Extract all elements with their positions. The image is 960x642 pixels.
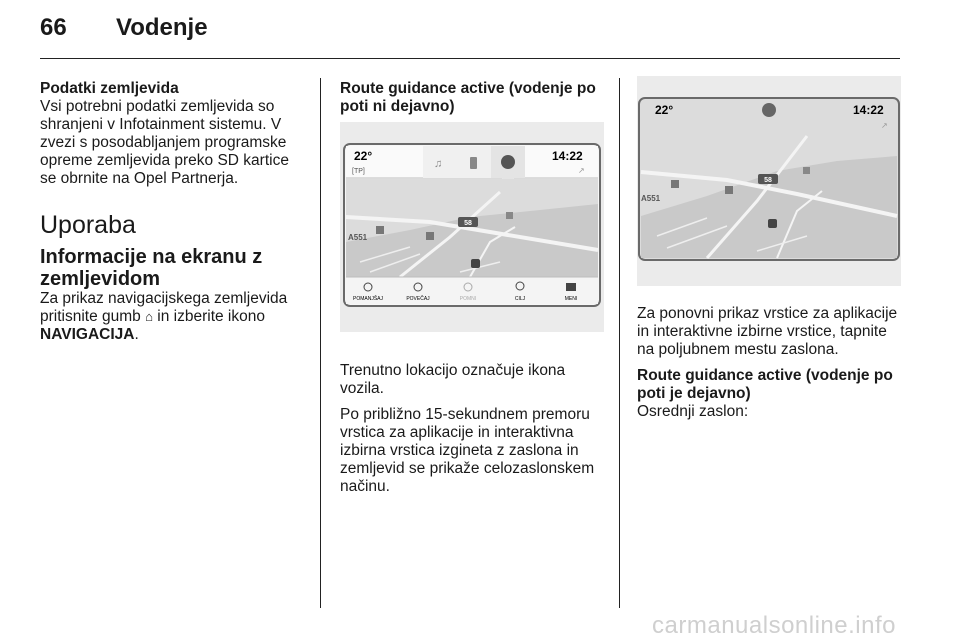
signal-icon: ↗	[881, 121, 888, 130]
signal-icon: ↗	[578, 166, 585, 175]
menu-label: MENI	[564, 296, 578, 302]
keyword-navigation: NAVIGACIJA	[40, 326, 135, 343]
text-before-icon: Za prikaz navigacijskega zemljevida pritisnite gumb	[40, 290, 288, 325]
poi-icon	[506, 212, 513, 219]
paragraph-map-data: Vsi potrebni podatki zemljevida so shranjeni v Infotainment sistemu. V zvezi s posodabljanjem programske opreme zemljevida preko SD kartice se obrnite na Opel Partnerja.	[40, 98, 289, 187]
subtitle-guidance-inactive: Route guidance active (vodenje po poti ni dejavno)	[340, 80, 596, 115]
road-label: A551	[348, 233, 368, 242]
paragraph-vehicle-icon: Trenutno lokacijo označuje ikona vozila.	[340, 362, 566, 397]
header-divider	[40, 58, 900, 59]
destination-label: CILJ	[514, 296, 526, 302]
poi-icon	[426, 232, 434, 240]
section-subheading: Informacije na ekranu z zemljevidom	[40, 246, 263, 290]
temperature-label: 22°	[354, 149, 373, 163]
text-middle: in izberite ikono	[157, 308, 265, 325]
time-label: 14:22	[853, 103, 884, 117]
paragraph-fullscreen: Po približno 15-sekundnem premoru vrstica za aplikacije in interaktivna izbirna vrstica izgineta z zaslona in zemljevid se prikaže celozaslonskem načinu.	[340, 406, 595, 495]
vehicle-icon	[471, 259, 480, 268]
svg-text:58: 58	[464, 220, 472, 227]
infotainment-screen-1	[340, 122, 604, 332]
poi-icon	[376, 226, 384, 234]
tp-label: [TP]	[352, 168, 365, 175]
section-heading: Uporaba	[40, 211, 136, 239]
column-divider-1	[320, 78, 321, 608]
zoom-in-label: POVEČAJ	[406, 296, 430, 302]
subtitle-guidance-active: Route guidance active (vodenje po poti je dejavno)	[637, 367, 893, 402]
column-3	[637, 80, 903, 429]
remember-label: POMNI	[459, 296, 477, 302]
road-label: A551	[641, 194, 661, 203]
music-icon: ♫	[434, 158, 443, 170]
chapter-title: Vodenje	[116, 14, 208, 41]
phone-icon	[470, 157, 477, 169]
section-subtitle-map-data: Podatki zemljevida	[40, 80, 179, 97]
navigation-icon	[501, 155, 515, 169]
page-number: 66	[40, 14, 67, 41]
paragraph-redisplay-bars: Za ponovni prikaz vrstice za aplikacije in interaktivne izbirne vrstice, tapnite na poljubnem mestu zaslona.	[637, 305, 898, 358]
column-1	[40, 80, 305, 352]
figure-spacer	[637, 80, 903, 305]
paragraph-map-display	[40, 290, 305, 344]
home-icon: ⌂	[145, 309, 153, 324]
paragraph-central-screen: Osrednji zaslon:	[637, 403, 749, 420]
watermark: carmanualsonline.info	[652, 612, 896, 639]
zoom-out-label: POMANJŠAJ	[352, 296, 384, 302]
text-end: .	[134, 326, 139, 343]
temperature-label: 22°	[655, 103, 674, 117]
time-label: 14:22	[552, 149, 583, 163]
svg-text:58: 58	[764, 177, 772, 184]
screen-figure-with-bars	[340, 122, 604, 332]
column-divider-2	[619, 78, 620, 608]
